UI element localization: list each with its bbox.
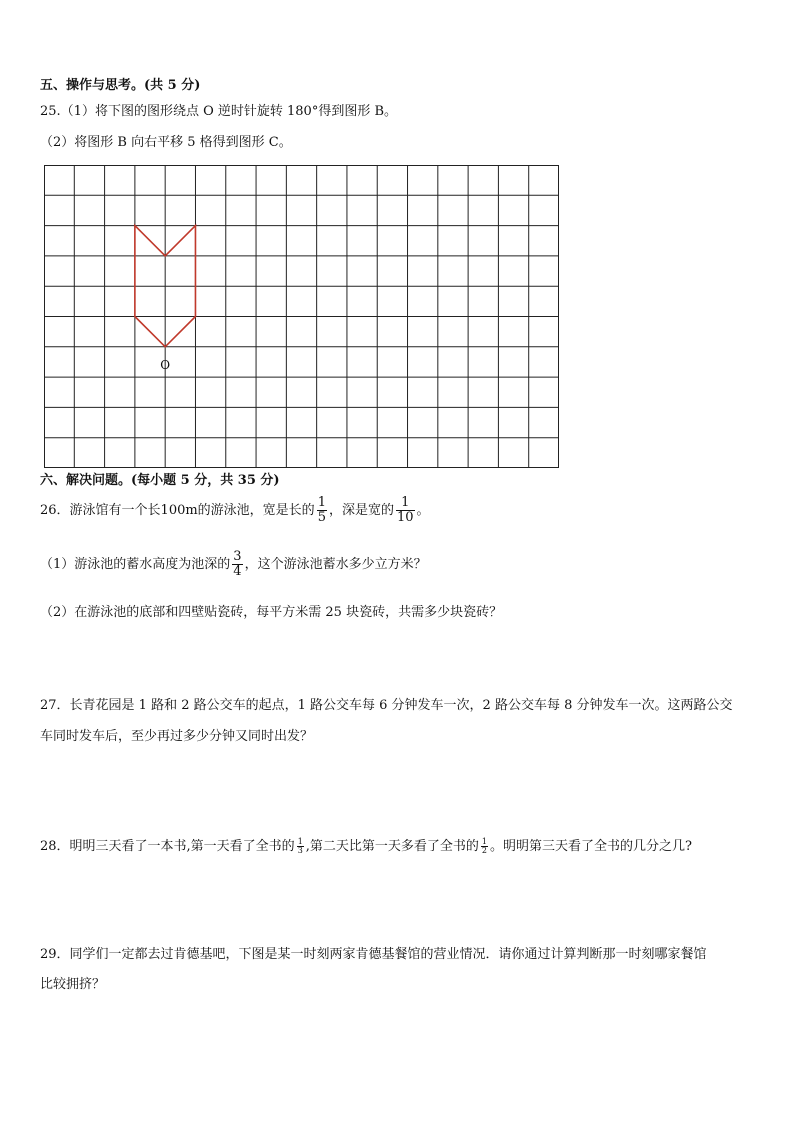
q26-text-b: ，深是宽的 xyxy=(328,503,394,518)
grid-figure xyxy=(44,165,559,468)
q26-fraction-2 xyxy=(396,496,415,525)
q28-text-c: 。明明第三天看了全书的几分之几? xyxy=(490,839,692,854)
question-29-line-2: 比较拥挤？ xyxy=(40,977,106,992)
q28-text-b: ,第二天比第一天多看了全书的 xyxy=(305,839,479,854)
q26-text-c: 。 xyxy=(416,503,430,518)
q28-frac1-num: 1 xyxy=(297,837,303,846)
question-25-part-1: 25.（1）将下图的图形绕点 O 逆时针旋转 180°得到图形 B。 xyxy=(40,104,397,119)
q28-fraction-2 xyxy=(481,838,488,855)
question-27-line-1: 27．长青花园是 1 路和 2 路公交车的起点，1 路公交车每 6 分钟发车一次，2 路公交车每 8 分钟发车一次。这两路公交 xyxy=(40,698,733,713)
q26-sub1-text-b: ，这个游泳池蓄水多少立方米？ xyxy=(244,557,427,572)
q26-frac2-den: 10 xyxy=(396,510,414,525)
q28-frac1-den: 3 xyxy=(297,846,303,855)
q26-text-a: 26．游泳馆有一个长100m的游泳池，宽是长的 xyxy=(40,503,315,518)
question-26-sub-1 xyxy=(40,550,427,579)
question-25-part-2: （2）将图形 B 向右平移 5 格得到图形 C。 xyxy=(40,135,292,150)
question-29-line-1: 29．同学们一定都去过肯德基吧，下图是某一时刻两家肯德基餐馆的营业情况．请你通过计算判断那一时刻哪家餐馆 xyxy=(40,947,707,962)
question-26 xyxy=(40,496,430,525)
section-5-title: 五、操作与思考。(共 5 分) xyxy=(40,78,201,93)
q26-sub1-frac-num: 3 xyxy=(233,549,242,564)
question-26-sub-2: （2）在游泳池的底部和四壁贴瓷砖，每平方米需 25 块瓷砖，共需多少块瓷砖？ xyxy=(40,605,503,620)
q26-fraction-1 xyxy=(317,496,327,525)
q26-sub1-fraction xyxy=(232,550,242,579)
point-o-label: O xyxy=(160,357,171,372)
q28-fraction-1 xyxy=(297,838,304,855)
q26-sub1-text-a: （1）游泳池的蓄水高度为池深的 xyxy=(40,557,231,572)
section-6-title: 六、解决问题。(每小题 5 分，共 35 分) xyxy=(40,473,280,488)
question-28 xyxy=(40,838,692,855)
q28-text-a: 28．明明三天看了一本书,第一天看了全书的 xyxy=(40,839,295,854)
q26-frac2-num: 1 xyxy=(401,495,410,510)
q28-frac2-den: 2 xyxy=(481,846,488,855)
q26-sub1-frac-den: 4 xyxy=(233,564,242,579)
grid-svg xyxy=(44,165,559,468)
question-27-line-2: 车同时发车后，至少再过多少分钟又同时出发？ xyxy=(40,729,314,744)
q26-frac1-num: 1 xyxy=(317,495,326,510)
q28-frac2-num: 1 xyxy=(481,837,488,846)
q26-frac1-den: 5 xyxy=(317,510,326,525)
